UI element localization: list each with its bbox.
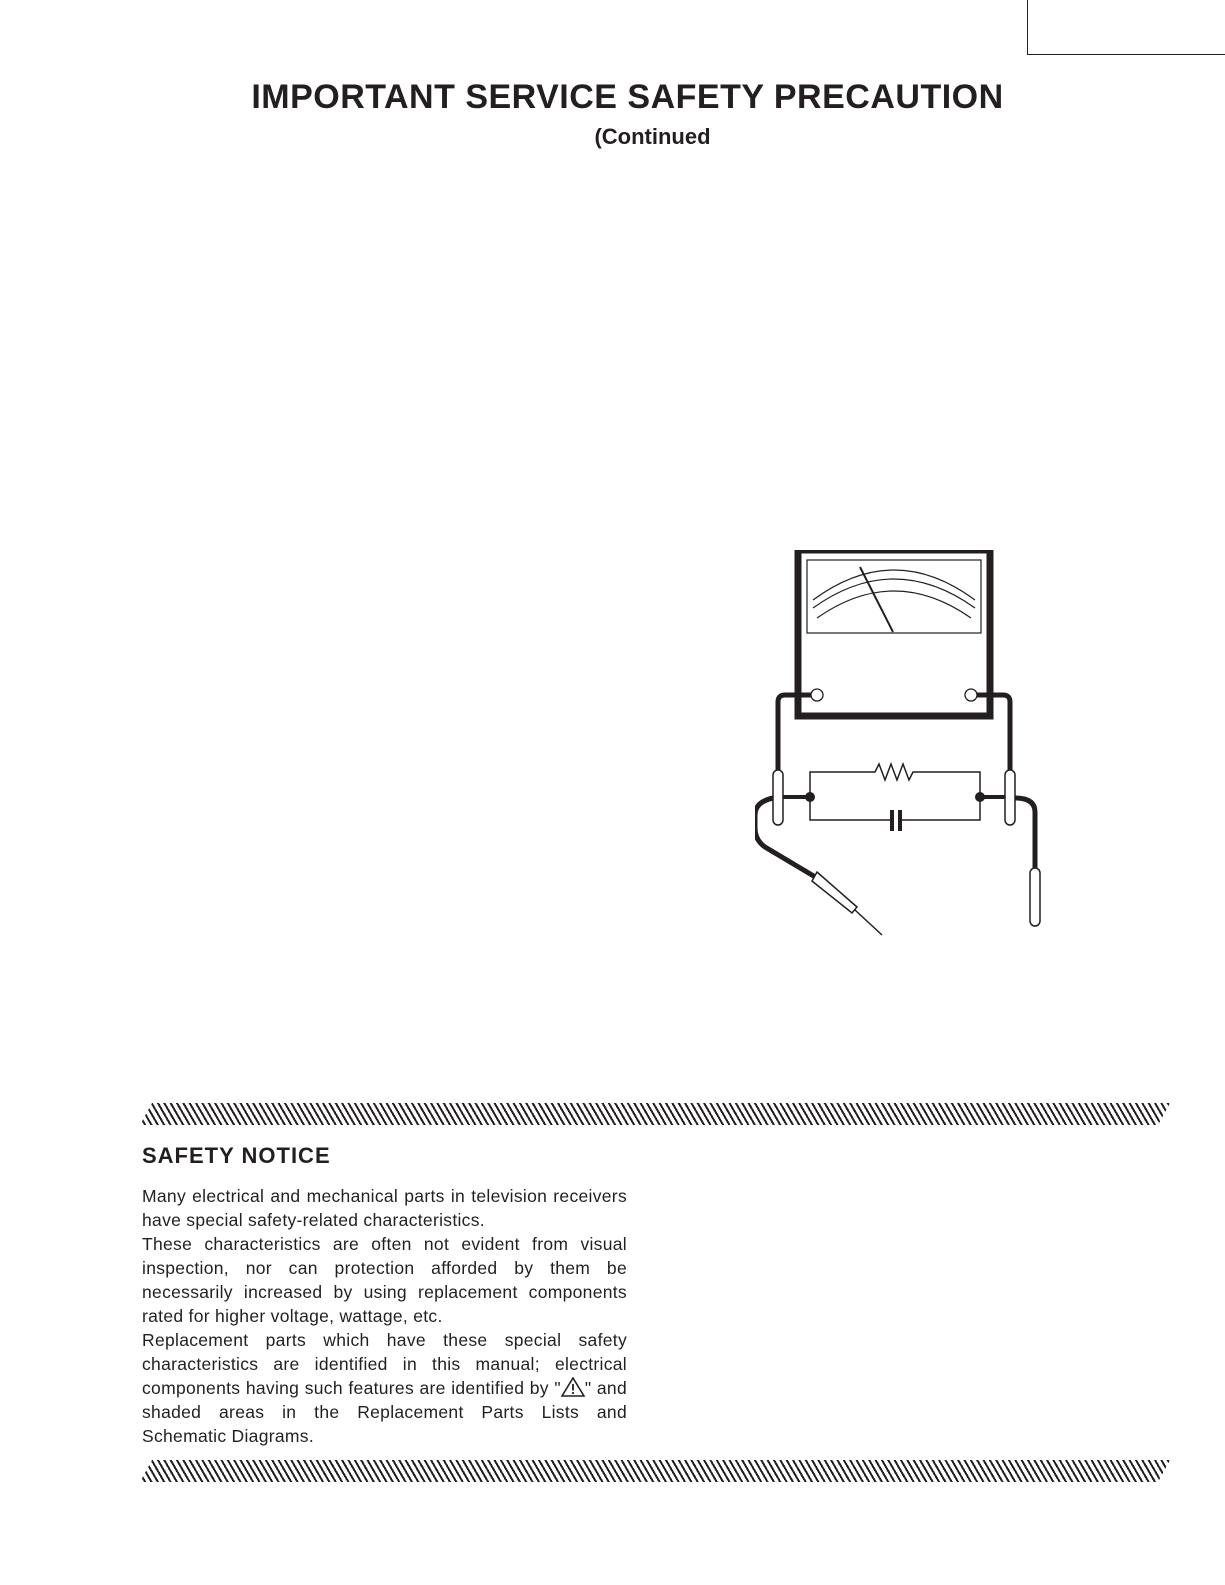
notice-text: Replacement parts which have these special safety characteristics are identified in this manual; electrical components having such features are identified by " xyxy=(142,1330,627,1398)
probe-icon xyxy=(812,872,882,935)
notice-paragraph: These characteristics are often not evident from visual inspection, nor can protection afforded by them be necessarily increased by using replacement components rated for higher voltage, wattage, etc. xyxy=(142,1234,627,1326)
safety-notice-heading: SAFETY NOTICE xyxy=(142,1143,331,1168)
notice-text: " and shaded areas in the Replacement Parts Lists and Schematic Diagrams. xyxy=(142,1378,627,1446)
page-corner-box xyxy=(1027,0,1225,55)
meter-dial-icon xyxy=(798,550,990,716)
page-subtitle: (Continued xyxy=(594,124,711,149)
notice-paragraph-3 xyxy=(142,1328,627,1448)
resistor-icon xyxy=(810,764,980,797)
warning-triangle-icon xyxy=(561,1377,585,1397)
leakage-test-diagram xyxy=(755,550,1055,950)
page-title: IMPORTANT SERVICE SAFETY PRECAUTION xyxy=(251,78,1004,116)
notice-paragraph: Many electrical and mechanical parts in television receivers have special safety-related characteristics. xyxy=(142,1186,627,1230)
safety-notice-body xyxy=(142,1184,627,1448)
hatched-rule-bottom xyxy=(140,1460,1170,1482)
hatched-rule-top xyxy=(140,1103,1170,1125)
capacitor-icon xyxy=(810,797,980,831)
